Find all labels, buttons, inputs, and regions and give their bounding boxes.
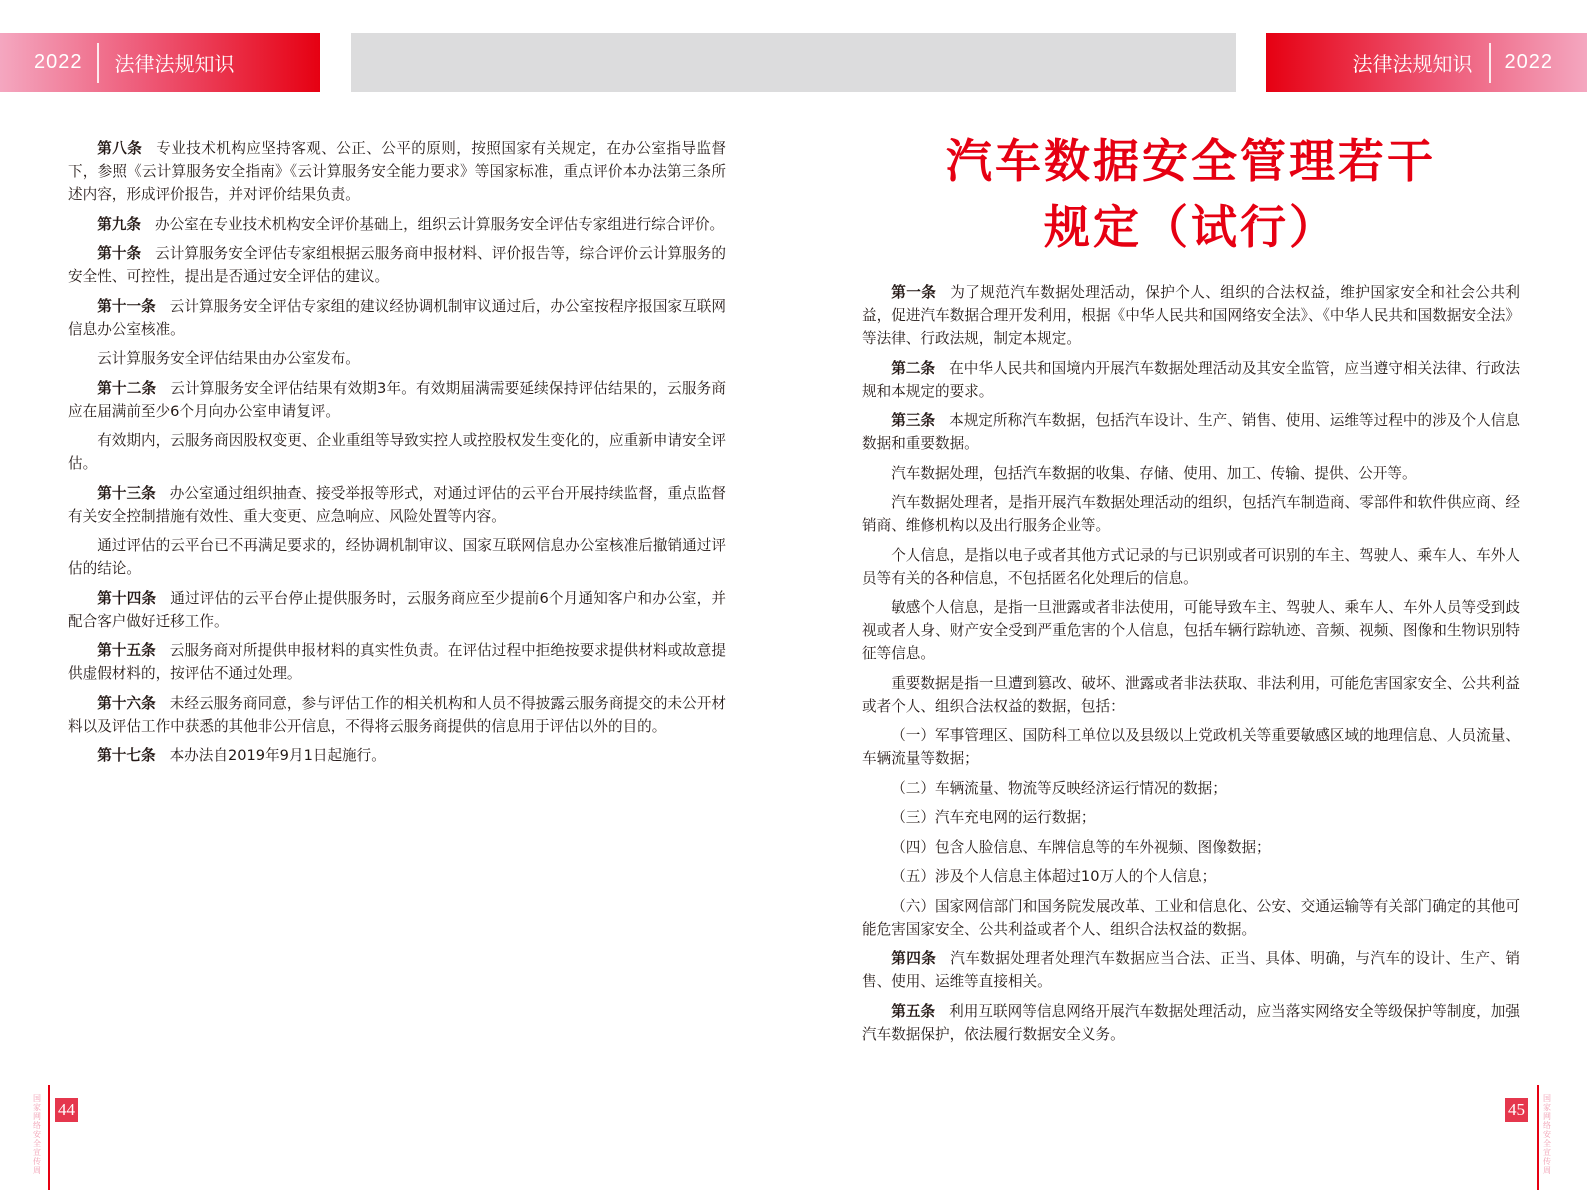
footer-rule: [48, 1085, 50, 1190]
footer-vertical-text: 国家网络安全宣传周: [1543, 1094, 1551, 1175]
footer-rule: [1537, 1085, 1539, 1190]
page-number: 45: [1505, 1098, 1528, 1122]
article-number: 第十条: [97, 245, 142, 262]
article-number: 第一条: [891, 284, 937, 301]
article-text: 云计算服务安全评估专家组根据云服务商申报材料、评价报告等，综合评价云计算服务的安全性、可控性，提出是否通过安全评估的建议。: [68, 245, 726, 285]
article-paragraph: [68, 482, 726, 528]
header-year: 2022: [1504, 51, 1553, 73]
article-number: 第十二条: [97, 379, 157, 397]
article-text: 云计算服务安全评估专家组的建议经协调机制审议通过后，办公室按程序报国家互联网信息办公室核准。: [68, 297, 726, 338]
article-text: 有效期内，云服务商因股权变更、企业重组等导致实控人或控股权发生变化的，应重新申请安全评估。: [68, 432, 726, 472]
article-number: 第十四条: [97, 589, 157, 607]
article-text: 汽车数据处理者处理汽车数据应当合法、正当、具体、明确，与汽车的设计、生产、销售、使用、运维等直接相关。: [862, 950, 1520, 990]
article-number: 第八条: [97, 140, 143, 157]
article-text: （三）汽车充电网的运行数据；: [891, 809, 1096, 826]
article-text: （四）包含人脸信息、车牌信息等的车外视频、图像数据；: [891, 838, 1271, 856]
document-title: [862, 128, 1520, 260]
article-number: 第十六条: [97, 694, 156, 712]
header-left: [0, 33, 320, 92]
article-paragraph: [862, 895, 1520, 941]
article-number: 第九条: [97, 215, 141, 233]
article-paragraph: [862, 777, 1520, 800]
article-paragraph: [68, 692, 726, 738]
article-text: 通过评估的云平台已不再满足要求的，经协调机制审议、国家互联网信息办公室核准后撤销通过评估的结论。: [68, 537, 726, 577]
article-paragraph: [862, 357, 1520, 403]
article-number: 第二条: [891, 359, 936, 377]
article-text: （一）军事管理区、国防科工单位以及县级以上党政机关等重要敏感区域的地理信息、人员流量、车辆流量等数据；: [862, 727, 1520, 767]
article-text: 办公室通过组织抽查、接受举报等形式，对通过评估的云平台开展持续监督，重点监督有关安全控制措施有效性、重大变更、应急响应、风险处置等内容。: [68, 484, 726, 525]
article-paragraph: [862, 596, 1520, 665]
article-paragraph: [68, 213, 726, 236]
article-text: 汽车数据处理，包括汽车数据的收集、存储、使用、加工、传输、提供、公开等。: [891, 464, 1417, 482]
article-text: 通过评估的云平台停止提供服务时，云服务商应至少提前6个月通知客户和办公室，并配合客户做好迁移工作。: [68, 589, 726, 630]
article-text: （六）国家网信部门和国务院发展改革、工业和信息化、公安、交通运输等有关部门确定的其他可能危害国家安全、公共利益或者个人、组织合法权益的数据。: [862, 897, 1520, 938]
header-title: 法律法规知识: [114, 52, 235, 76]
article-text: 云计算服务安全评估结果有效期3年。有效期届满需要延续保持评估结果的，云服务商应在届满前至少6个月向办公室申请复评。: [68, 379, 726, 420]
article-number: 第十七条: [97, 747, 156, 764]
article-paragraph: [862, 672, 1520, 718]
article-paragraph: [862, 1000, 1520, 1046]
article-text: 个人信息，是指以电子或者其他方式记录的与已识别或者可识别的车主、驾驶人、乘车人、车外人员等有关的各种信息，不包括匿名化处理后的信息。: [862, 546, 1520, 587]
article-text: 办公室在专业技术机构安全评价基础上，组织云计算服务安全评估专家组进行综合评价。: [154, 215, 725, 233]
article-text: 在中华人民共和国境内开展汽车数据处理活动及其安全监管，应当遵守相关法律、行政法规和本规定的要求。: [862, 359, 1520, 400]
article-paragraph: [862, 836, 1520, 859]
document-title-line1: 汽车数据安全管理若干: [946, 134, 1436, 188]
article-text: 本规定所称汽车数据，包括汽车设计、生产、销售、使用、运维等过程中的涉及个人信息数据和重要数据。: [862, 412, 1520, 452]
article-number: 第四条: [891, 950, 937, 967]
header-year: 2022: [34, 51, 83, 73]
article-paragraph: [68, 744, 726, 767]
article-text: 汽车数据处理者，是指开展汽车数据处理活动的组织，包括汽车制造商、零部件和软件供应商、经销商、维修机构以及出行服务企业等。: [862, 494, 1520, 534]
article-number: 第十一条: [97, 297, 156, 315]
document-title-line2: 规定（试行）: [1044, 200, 1338, 254]
article-paragraph: [862, 462, 1520, 485]
article-paragraph: [68, 137, 726, 206]
article-paragraph: [862, 947, 1520, 993]
article-paragraph: [68, 377, 726, 423]
article-text: 云服务商对所提供申报材料的真实性负责。在评估过程中拒绝按要求提供材料或故意提供虚假材料的，按评估不通过处理。: [68, 642, 726, 682]
article-paragraph: [68, 639, 726, 685]
article-text: 云计算服务安全评估结果由办公室发布。: [97, 350, 360, 367]
article-text: （二）车辆流量、物流等反映经济运行情况的数据；: [891, 779, 1227, 797]
article-paragraph: [862, 806, 1520, 829]
article-text: 重要数据是指一旦遭到篡改、破坏、泄露或者非法获取、非法利用，可能危害国家安全、公共利益或者个人、组织合法权益的数据，包括：: [862, 674, 1520, 715]
article-paragraph: [862, 865, 1520, 888]
article-paragraph: [862, 724, 1520, 770]
article-paragraph: [862, 491, 1520, 537]
article-number: 第五条: [891, 1002, 936, 1020]
article-text: 利用互联网等信息网络开展汽车数据处理活动，应当落实网络安全等级保护等制度，加强汽车数据保护，依法履行数据安全义务。: [862, 1002, 1520, 1043]
footer-vertical-text: 国家网络安全宣传周: [33, 1094, 41, 1175]
article-text: 未经云服务商同意，参与评估工作的相关机构和人员不得披露云服务商提交的未公开材料以及评估工作中获悉的其他非公开信息，不得将云服务商提供的信息用于评估以外的目的。: [68, 694, 726, 735]
article-paragraph: [68, 587, 726, 633]
article-number: 第十五条: [97, 642, 156, 659]
article-text: 为了规范汽车数据处理活动，保护个人、组织的合法权益，维护国家安全和社会公共利益，促进汽车数据合理开发利用，根据《中华人民共和国网络安全法》、《中华人民共和国数据安全法》等法律、行政法规，制定本规定。: [862, 284, 1520, 347]
article-text: 本办法自2019年9月1日起施行。: [169, 747, 386, 764]
article-paragraph: [68, 295, 726, 341]
article-number: 第十三条: [97, 484, 156, 502]
article-paragraph: [862, 409, 1520, 455]
article-paragraph: [68, 347, 726, 370]
article-paragraph: [862, 281, 1520, 350]
article-text: （五）涉及个人信息主体超过10万人的个人信息；: [891, 868, 1217, 885]
article-paragraph: [68, 429, 726, 475]
header-right: [1266, 33, 1587, 92]
article-paragraph: [862, 544, 1520, 590]
right-page-body: [862, 281, 1520, 1052]
article-number: 第三条: [891, 412, 936, 429]
article-text: 专业技术机构应坚持客观、公正、公平的原则，按照国家有关规定，在办公室指导监督下，参照《云计算服务安全指南》《云计算服务安全能力要求》等国家标准，重点评价本办法第三条所述内容，形成评价报告，并对评价结果负责。: [68, 140, 726, 203]
page-number: 44: [55, 1098, 78, 1122]
article-text: 敏感个人信息，是指一旦泄露或者非法使用，可能导致车主、驾驶人、乘车人、车外人员等受到歧视或者人身、财产安全受到严重危害的个人信息，包括车辆行踪轨迹、音频、视频、图像和生物识别特征等信息。: [862, 599, 1520, 662]
article-paragraph: [68, 534, 726, 580]
article-paragraph: [68, 242, 726, 288]
header-title: 法律法规知识: [1352, 52, 1473, 76]
left-page-body: [68, 137, 726, 774]
header-gray-band: [351, 33, 1236, 92]
